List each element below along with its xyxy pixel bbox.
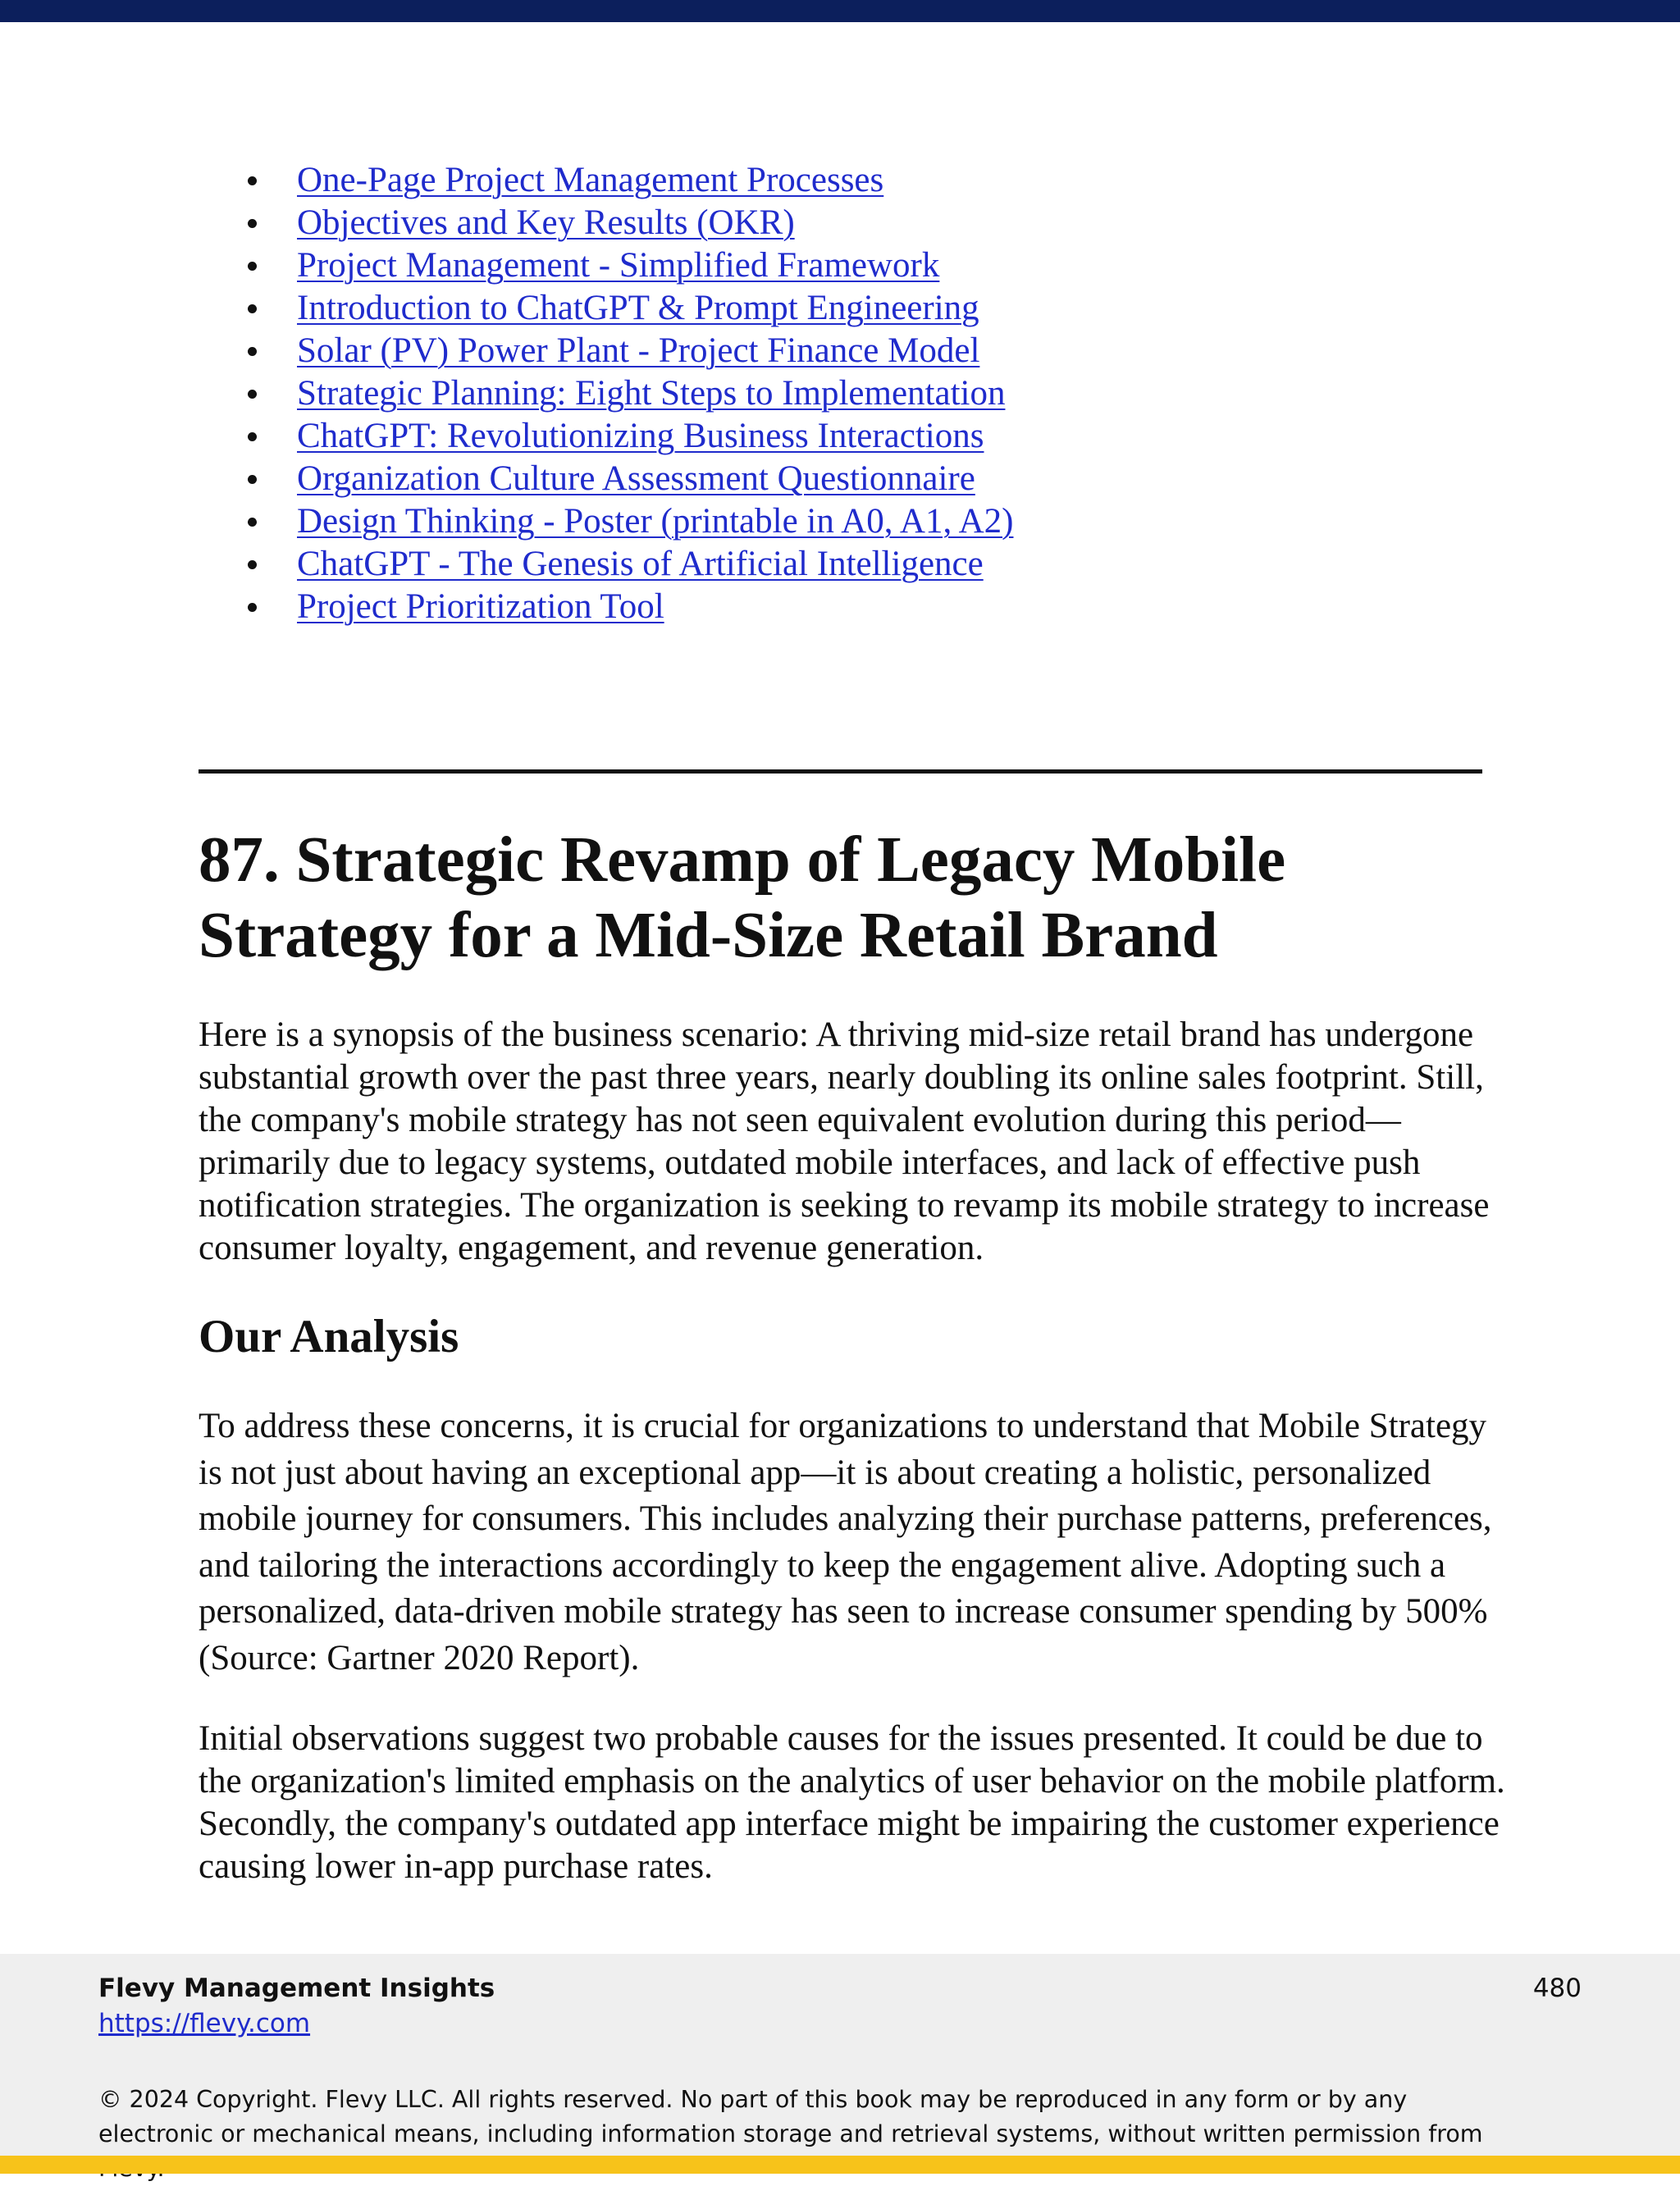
analysis-paragraph-1: To address these concerns, it is crucial for organizations to understand that Mobile Strategy is not just about having an exceptional app—it is about creating a holistic, personalized mobile journey for consumers. This includes analyzing their purchase patterns, preferences, and tailoring the interactions accordingly to keep the engagement alive. Adopting such a personalized, data-driven mobile strategy has seen to increase consumer spending by 500% (Source: Gartner 2020 Report).: [199, 1407, 1492, 1677]
related-link[interactable]: One-Page Project Management Processes: [297, 161, 884, 199]
related-link[interactable]: Solar (PV) Power Plant - Project Finance Model: [297, 331, 980, 370]
bullet-icon: [248, 518, 257, 527]
related-link[interactable]: Design Thinking - Poster (printable in A0, A1, A2): [297, 502, 1014, 541]
related-link[interactable]: Project Prioritization Tool: [297, 587, 664, 626]
list-item: [297, 330, 1527, 372]
bullet-icon: [248, 176, 257, 185]
related-link[interactable]: Project Management - Simplified Framework: [297, 246, 940, 285]
list-item: [297, 458, 1527, 500]
bullet-icon: [248, 347, 257, 356]
top-color-bar: [0, 0, 1680, 22]
footer-brand: Flevy Management Insights: [98, 1974, 495, 2003]
list-item: [297, 244, 1527, 287]
related-links-list: [297, 159, 1527, 628]
list-item: [297, 543, 1527, 586]
analysis-heading: Our Analysis: [199, 1311, 459, 1362]
related-link[interactable]: Objectives and Key Results (OKR): [297, 203, 795, 242]
bullet-icon: [248, 262, 257, 271]
related-link[interactable]: Introduction to ChatGPT & Prompt Engineering: [297, 289, 979, 327]
analysis-paragraph-2: Initial observations suggest two probable causes for the issues presented. It could be due to the organization's limited emphasis on the analytics of user behavior on the mobile platform. Secondly, the company's outdated app interface might be impairing the customer experience causing lower in-app purchase rates.: [199, 1719, 1505, 1886]
copyright-notice: © 2024 Copyright. Flevy LLC. All rights reserved. No part of this book may be reproduced in any form or by any electronic or mechanical means, including information storage and retrieval systems, without written permission from: [98, 2086, 1483, 2147]
related-link[interactable]: Strategic Planning: Eight Steps to Implementation: [297, 374, 1006, 413]
footer-url-link[interactable]: https://flevy.com: [98, 2009, 311, 2038]
synopsis-paragraph: Here is a synopsis of the business scenario: A thriving mid-size retail brand has undergone substantial growth over the past three years, nearly doubling its online sales footprint. Still, the company's mobile strategy has not seen equivalent evolution during this period—primarily due to legacy systems, outdated mobile interfaces, and lack of effective push notification strategies. The organization is seeking to revamp its mobile strategy to increase consumer loyalty, engagement, and revenue generation.: [199, 1015, 1490, 1267]
bullet-icon: [248, 560, 257, 569]
bullet-icon: [248, 432, 257, 441]
bullet-icon: [248, 390, 257, 399]
bullet-icon: [248, 603, 257, 612]
related-link[interactable]: ChatGPT: Revolutionizing Business Interactions: [297, 417, 984, 455]
bottom-color-bar: [0, 2156, 1680, 2174]
related-link[interactable]: Organization Culture Assessment Questionnaire: [297, 459, 975, 498]
bullet-icon: [248, 475, 257, 484]
list-item: [297, 202, 1527, 244]
bullet-icon: [248, 219, 257, 228]
list-item: [297, 415, 1527, 458]
list-item: [297, 287, 1527, 330]
bullet-icon: [248, 304, 257, 313]
list-item: [297, 586, 1527, 628]
list-item: [297, 500, 1527, 543]
list-item: [297, 159, 1527, 202]
page-footer: [0, 1954, 1680, 2156]
page-number: 480: [1532, 1974, 1582, 2003]
article-title: 87. Strategic Revamp of Legacy Mobile Strategy for a Mid-Size Retail Brand: [199, 824, 1286, 971]
section-divider: [199, 769, 1482, 774]
list-item: [297, 372, 1527, 415]
related-link[interactable]: ChatGPT - The Genesis of Artificial Intelligence: [297, 545, 984, 583]
